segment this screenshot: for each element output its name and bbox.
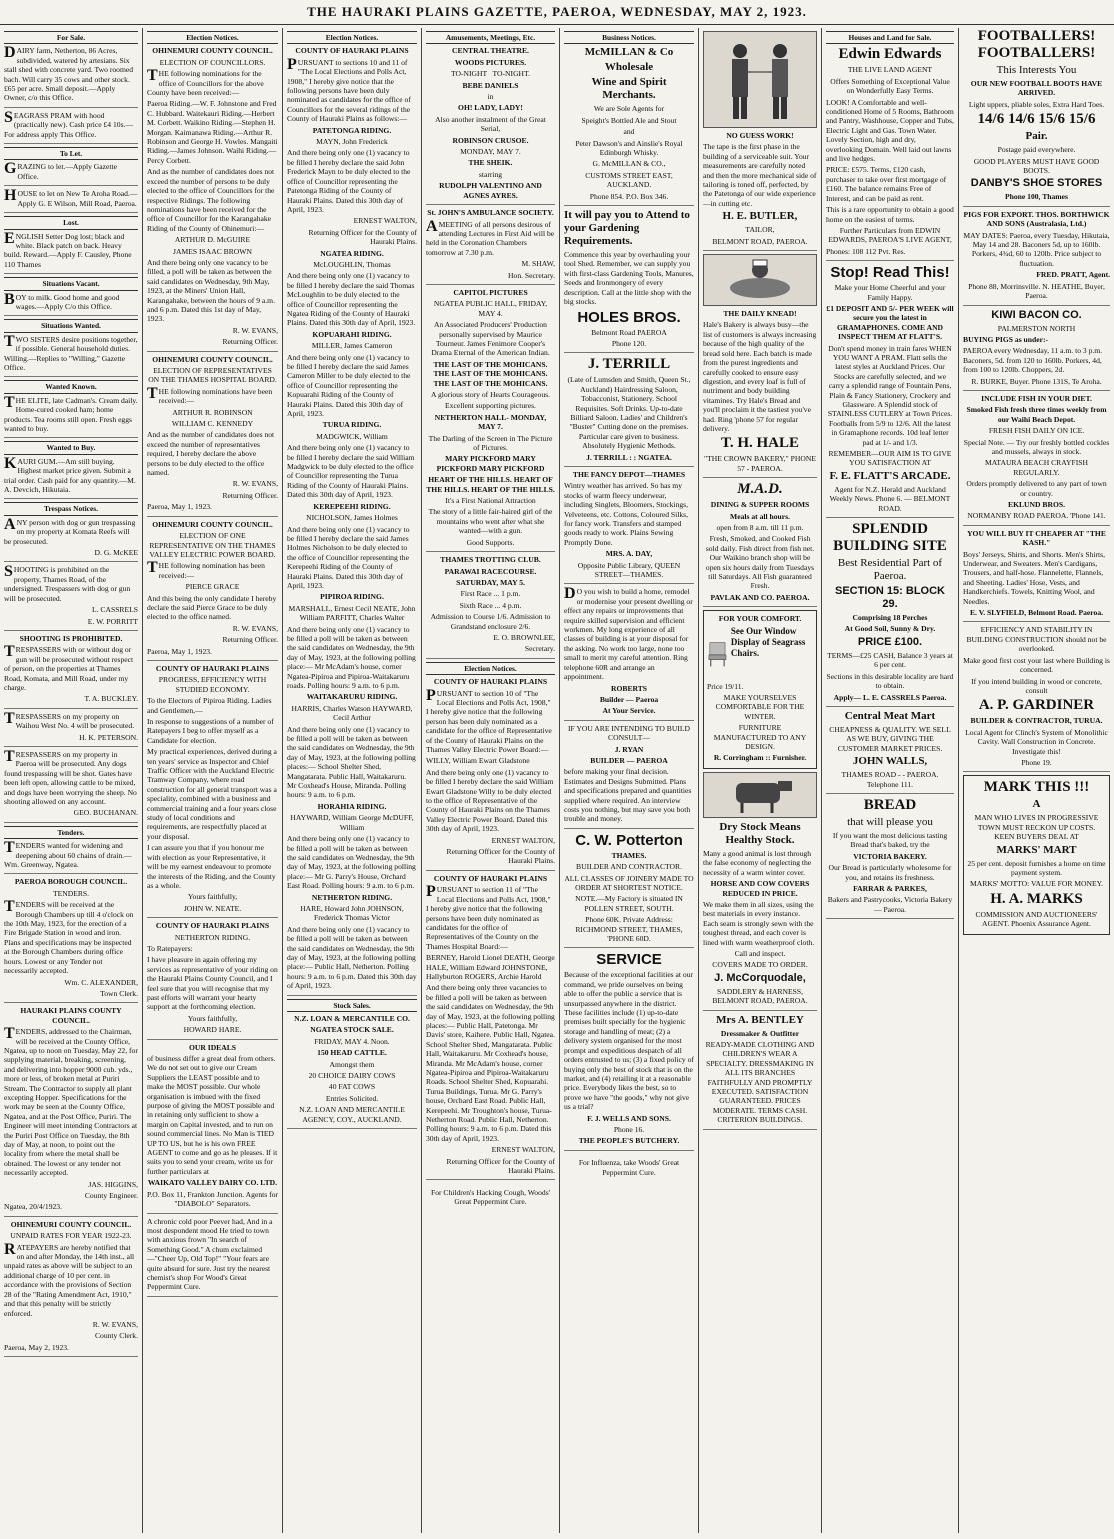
holes-bros-ad: It will pay you to Attend to your Gardening Requirements. Commence this year by overhauling your tool Shed. Remember, we can supply you with first-class Gardening Tools, Manures, Seeds and Ironmongery of every description. Call at the little shop with the big stocks. HOLES BROS. Belmont Road PAEROA Phone 120. [564, 209, 694, 353]
footer-filler: For Children's Hacking Cough, Woods' Great Peppermint Cure. [430, 1188, 551, 1207]
mad-logo: M.A.D. [737, 481, 783, 498]
cow-icon [720, 775, 800, 815]
column-shops [959, 28, 1114, 1533]
ryan-builder-ad: IF YOU ARE INTENDING TO BUILD CONSULT— J. RYAN BUILDER — PAEROA before making your final decision. Estimates and Designs Submitted. Plans and specifications prepared and quantities supplied where required. An interview costs you nothing, but may save you both trouble and money. [564, 724, 694, 829]
column-election-notices-2 [283, 28, 421, 1533]
marks-mart-ad: MARK THIS !!! A MAN WHO LIVES IN PROGRESSIVE TOWN MUST RECKON UP COSTS. KEEN BUYERS DEAL AT MARKS' MART 25 per cent. deposit furnishes a home on time payment system. MARKS' MOTTO: VALUE FOR MONEY. H. A. MARKS COMMISSION AND AUCTIONEERS' AGENT. Phoenix Assurance Agent. [963, 775, 1110, 934]
trotting-club-ad: THAMES TROTTING CLUB. PARAWAI RACECOURSE. SATURDAY, MAY 5. First Race ... 1 p.m. Sixth Race ... 4 p.m. Admission to Course 1/6. Admission to Grandstand enclosure 2/6. E. O. BROWNLEE, Secretary. [426, 555, 555, 659]
mcmillan-ad: McMILLAN & Co Wholesale Wine and Spirit Merchants. We are Sole Agents for Speight's Bottled Ale and Stout and Peter Dawson's and Ainslie's Royal Edinburgh Whisky. G. McMILLAN & CO., CUSTOMS STREET EAST, AUCKLAND. Phone 854. P.O. Box 346. [564, 46, 694, 206]
column-houses-land [822, 28, 958, 1533]
classified-ad: GRAZING to let.—Apply Gazette Office. [4, 162, 138, 186]
peppermint-verse: A chronic cold poor Peever had, And in a most despondent mood He tried to town with anxious frown "In search of Something Good." A chum exclaimed—"Cheer Up, Old Top!" "Your fears are quite absurd for sure. Just try the nearest chemist's shop For Wood's Great Peppermint Cure. [147, 1217, 278, 1297]
column-election-notices-1 [143, 28, 282, 1533]
classified-ad: KAURI GUM.—Am still buying. Highest market price given. Submit a trial order. Cash paid for any quantity.—M. A. Devcich, Hikutaia. [4, 457, 138, 500]
seagrass-chair-icon [707, 626, 728, 682]
rates-notice: OHINEMURI COUNTY COUNCIL. UNPAID RATES FOR YEAR 1922-23. RATEPAYERS are hereby notified that on and after Monday, the 14th inst., all unpaid rates as above will be subject to an additional charge of 10 per cent. in accordance with the provisions of Section 28 of the "Rating Amendment Act, 1910," and that this penalty will be strictly enforced. R. W. EVANS, County Clerk. Paeroa, May 2, 1923. [4, 1220, 138, 1357]
masthead: THE HAURAKI PLAINS GAZETTE, PAEROA, WEDNESDAY, MAY 2, 1923. [0, 0, 1114, 25]
gardiner-builder-ad: EFFICIENCY AND STABILITY IN BUILDING CONSTRUCTION should not be overlooked. Make good first cost your last where Building is concerned. If you intend building in wood or concrete, consult A. P. GARDINER BUILDER & CONTRACTOR, TURUA. Local Agent for Clinch's System of Monolithic Cavity. Wall Construction in Concrete. Investigate this! Phone 19. [963, 625, 1110, 772]
column-business-notices [560, 28, 698, 1533]
section-header: Houses and Land for Sale. [826, 31, 954, 44]
column-classifieds [0, 28, 142, 1533]
section-header: Amusements, Meetings, Etc. [426, 31, 555, 44]
tailor-figures-icon [710, 37, 810, 122]
bakery-illustration [703, 254, 817, 306]
central-meat-mart-ad: Central Meat Mart CHEAPNESS & QUALITY. WE SELL AS WE BUY, GIVING THE CUSTOMER MARKET PRICES. JOHN WALLS, THAMES ROAD - - PAEROA. Telephone 111. [826, 710, 954, 794]
cow-illustration [703, 772, 817, 818]
column-amusements [422, 28, 559, 1533]
roberts-builder-ad: DO you wish to build a home, remodel or modernise your present dwelling or effect any repairs or improvements that require skilled supervision and efficient workmen. My long experience of all classes of building is at your disposal for the asking. No work too large, none too small to merit my careful attention. Ring telephone 60R and arrange an appointment. ROBERTS Builder — Paeroa At Your Service. [564, 587, 694, 720]
section-header: Wanted to Buy. [4, 441, 138, 454]
dairy-ad: OUR IDEALS of business differ a great deal from others. We do not set out to give our Cream Suppliers the LEAST possible and to make the MOST possible. Our whole organisation is imbued with the fixed purpose of giving the MOST possible and in retaining only sufficient to show a margin on Capital invested, and to run on sound commercial lines. No Man is TIED UP TO US, but he is his own FREE AGENT to come and go as he pleases. If it suits you to send your cream, write us for further particulars at WAIKATO VALLEY DAIRY CO. LTD. P.O. Box 11, Frankton Junction. Agents for "DIABOLO" Separators. [147, 1043, 278, 1214]
fancy-depot-ad: THE FANCY DEPOT—THAMES Wintry weather has arrived. So has my stocks of warm fleecy underwear, including Singlets, Bloomers, Stockings, Velveteens, etc. Cottons, Coloured Silks, for fancy work. Transfers and stamped goods ready to work. Plains Sewing Promptly Done. MRS. A. DAY, Opposite Public Library, QUEEN STREET—THAMES. [564, 470, 694, 584]
section-header: Trespass Notices. [4, 502, 138, 515]
election-address: COUNTY OF HAURAKI PLAINS PROGRESS, EFFICIENCY WITH STUDIED ECONOMY. To the Electors of Pipiroa Riding. Ladies and Gentlemen,— In response to suggestions of a number of Ratepayers I beg to offer myself as a Candidate for election. My practical experiences, derived during a ten years' service as Inspector and Chief Traffic Officer with the Auckland Electric Tramway Company, where road construction for all general transport was a speciality, combined with a business and commercial training and a four years close study of local conditions and requirements, are respectfully placed at your disposal. I can assure you that if you honour me with election as your Representative, it will be my earnest endeavour to promote the interests of the Riding, and the County as a whole. Yours faithfully, JOHN W. NEATE. [147, 664, 278, 918]
section-header: Tenders. [4, 826, 138, 839]
trespass-notice: SHOOTING IS PROHIBITED. TRESPASSERS with or without dog or gun will be prosecuted without respect of person, on the properties at Thames Road, Komata, and Mill Road, under my charge. T. A. BUCKLEY. [4, 634, 138, 709]
section-header: Business Notices. [564, 31, 694, 44]
terrill-ad: J. TERRILL (Late of Lumsden and Smith, Queen St., Auckland) Hairdressing Saloon, Tobacconist, Stationery. School Requisites. Soft Drinks. Up-to-date Billiard Saloon. Ladies' and Children's "Buster" Cutting done on the premises. Particular care given to business. Absolutely Hygienic Methods. J. TERRILL : : NGATEA. [564, 356, 694, 467]
section-header: Election Notices. [426, 662, 555, 675]
election-notice: OHINEMURI COUNTY COUNCIL. ELECTION OF COUNCILLORS. THE following nominations for the office of Councillors for the above County have been received:— Paeroa Riding.—W. F. Johnstone and Fred C. Hubbard. Waitekauri Riding.—Herbert M. Corbett. Waikino Riding.—Stephen H. Morgan. Kaimanawa Riding.—Arthur R. Robinson and George H. Vowles. Mangaiti Riding.—James Johnson. Waihi Riding.—Percy Corbett. And as the number of candidates does not exceed the number of persons to be duly elected to the office of Councillors for the respective Ridings. The following nominations have been received for the office of Councillor for the Karangahake Riding of the County of Ohinemuri:— ARTHUR D. McGUIRE JAMES ISAAC BROWN And there being only one vacancy to be filled, a poll will be taken as between the said candidates on Wednesday, 9th May, 1923, at the Miners' Union Hall, Karangahake, between the hours of 9 a.m. and 6 p.m. Dated this 1st day of May, 1923. R. W. EVANS, Returning Officer. [147, 46, 278, 351]
eklund-fish-ad: INCLUDE FISH IN YOUR DIET. Smoked Fish fresh three times weekly from our Waihi Beach Depot. FRESH FISH DAILY ON ICE. Special Note. — Try our freshly bottled cockles and mussels, always in stock. MATAURA BEACH CRAYFISH REGULARLY. Orders promptly delivered to any part of town or country. EKLUND BROS. NORMANBY ROAD PAEROA. 'Phone 141. [963, 394, 1110, 526]
butler-tailor-ad: NO GUESS WORK! The tape is the first phase in the building of a serviceable suit. Your measurements are carefully noted and then the more mechanical side of tailoring is toned off, perfected, by the Patetonga of our wide experience—in cutting etc. H. E. BUTLER, TAILOR, BELMONT ROAD, PAEROA. [703, 131, 817, 251]
meeting-notice: St. JOHN'S AMBULANCE SOCIETY. AMEETING of all persons desirous of attending Lectures in First Aid will be held in the Coronation Chambers tomorrow at 7.30 p.m. M. SHAW, Hon. Secretary. [426, 208, 555, 285]
baker-icon [715, 258, 805, 302]
section-header: Stock Sales. [287, 999, 417, 1012]
trespass-notice: TRESPASSERS on my property on Waihou West No. 4 will be prosecuted. H. K. PETERSON. [4, 712, 138, 747]
election-notice: OHINEMURI COUNTY COUNCIL. ELECTION OF ONE REPRESENTATIVE ON THE THAMES VALLEY ELECTRIC POWER BOARD. THE following nomination has been received:— PIERCE GRACE And this being the only candidate I hereby declare the said Pierce Grace to be duly elected to the office named. R. W. EVANS, Returning Officer. Paeroa, May 1, 1923. [147, 520, 278, 661]
election-notice: COUNTY OF HAURAKI PLAINS PURSUANT to section 10 of "The Local Elections and Polls Act, 1908," I hereby give notice that the following person has been duly nominated as a candidate for the office of Representative of the County of Hauraki Plains on the Thames Valley Electric Power Board:— WILLY, William Ewart Gladstone And there being only one (1) vacancy to be filled I hereby declare the said William Ewart Gladstone Willy to be duly elected to the office of Representative of the County of Hauraki Plains on the Thames Valley Electric Power Board. Dated this 30th day of April, 1923. ERNEST WALTON, Returning Officer for the County of Hauraki Plains. [426, 677, 555, 871]
pavlak-dining-ad: M.A.D. DINING & SUPPER ROOMS Meals at all hours. open from 8 a.m. till 11 p.m. Fresh, Smoked, and Cooked Fish sold daily. Fish direct from fish net. Our Waikino branch shop will be open six hours daily from Tuesdays till Saturdays. All Fish guaranteed Fresh. PAVLAK AND CO. PAEROA. [703, 481, 817, 607]
tender-notice: HAURAKI PLAINS COUNTY COUNCIL. TENDERS, addressed to the Chairman, will be received at the County Office, Ngatea, up to noon on Tuesday, May 22, for supplying material, breaking, screening, and delivering into hopper 9000 cub. yds., more or less, of broken metal at Puriri Stream. The Contractor to supply all plant excepting Hopper. Specifications for the work may be seen at the County Office, Ngatea, and at the Post Office, Puriri. The Engineer will meet intending Contractors at the Puriri Post Office on Tuesday, the 8th day of May, at noon, to point out the locality from where the metal shall be obtained. The lowest or any tender not necessarily accepted. JAS. HIGGINS, County Engineer. Ngatea, 20/4/1923. [4, 1006, 138, 1217]
capitol-pictures-ad: CAPITOL PICTURES NGATEA PUBLIC HALL, FRIDAY, MAY 4. An Associated Producers' Production personally supervised by Maurice Tourneur. James Fenimore Cooper's Drama Eternal of the American Indian. THE LAST OF THE MOHICANS. THE LAST OF THE MOHICANS. THE LAST OF THE MOHICANS. A glorious story of Hearts Courageous. Excellent supporting pictures. NETHERTON HALL- MONDAY, MAY 7. The Darling of the Screen in The Picture of Pictures. MARY PICKFORD MARY PICKFORD MARY PICKFORD HEART OF THE HILLS. HEART OF THE HILLS. HEART OF THE HILLS. It's a First National Attraction The story of a little fair-haired girl of the mountains who went after what she wanted—with a gun. Good Supports. [426, 288, 555, 552]
building-site-ad: SPLENDID BUILDING SITE Best Residential Part of Paeroa. SECTION 15: BLOCK 29. Comprising 18 Perches At Good Soil, Sunny & Dry. PRICE £100. TERMS—£25 CASH, Balance 3 years at 6 per cent. Sections in this desirable locality are hard to obtain. Apply— L. E. CASSRELS Paeroa. [826, 521, 954, 707]
borthwick-pigs-ad: PIGS FOR EXPORT. THOS. BORTHWICK AND SONS (Australasia, Ltd.) MAY DATES: Paeroa, every Tuesday, Hikutaia, May 14 and 28. Baconers 5d, up to 160lb. Porkers, 4¾d, 60 to 120lb. Price subject to fluctuation. FRED. PRATT, Agent. Phone 88, Morrinsville. N. HEATHE, Buyer, Paeroa. [963, 210, 1110, 306]
mccorquodale-saddlery-ad: Dry Stock Means Healthy Stock. Many a good animal is lost through the false economy of neglecting the necessity of a warm winter cover. HORSE AND COW COVERS REDUCED IN PRICE. We make them in all sizes, using the best materials in every instance. Each seam is strongly sewn with the toughest thread, and each cover is lined with warm weatherproof cloth. Call and inspect. COVERS MADE TO ORDER. J. McCorquodale, SADDLERY & HARNESS, BELMONT ROAD, PAEROA. [703, 821, 817, 1011]
section-header: Election Notices. [287, 31, 417, 44]
section-header: For Sale. [4, 31, 138, 44]
wells-butchery-ad: SERVICE Because of the exceptional facilities at our command, we pride ourselves on being able to offer the public a service that is unsurpassed anywhere in the district. These facilities include (1) up-to-date premises built specially for the hygienic storage and handling of meat; (2) a delivery system organised for the most prompt and expeditious despatch of all orders entrusted to us; (3) a fixed policy of buying only the best of stock that is on the market, and (4) retailing it at a reasonable price. Everybody likes the best, so to prove we have "the goods," why not give us a trial? F. J. WELLS AND SONS. Phone 16. THE PEOPLE'S BUTCHERY. [564, 951, 694, 1150]
flatt-arcade-ad: Stop! Read This! Make your Home Cheerful and your Family Happy. £1 DEPOSIT AND 5/- PER WEEK will secure you the latest in GRAMAPHONES. COME AND INSPECT THEM AT FLATT'S. Don't spend money in train fares WHEN YOU WANT A PRAM. Flatt sells the latest styles at Auckland Prices. Our Stocks are carefully selected, and we carry a splendid range of Fountain Pens, Plain & Fancy Stationery, Crockery and Glassware. A Splendid stock of STAINLESS CUTLERY at Town Prices. Footballs from 5/9 to 12/6. All the latest in Gramaphone records. 10d leaf letter pad at 1/- and 1/3. REMEMBER—OUR AIM IS TO GIVE YOU SATISFACTION AT F. E. FLATT'S ARCADE. Agent for N.Z. Herald and Auckland Weekly News. Phone 6. — BELMONT ROAD. [826, 264, 954, 518]
section-header: Situations Wanted. [4, 319, 138, 332]
trespass-notice: TRESPASSERS on my property in Paeroa will be prosecuted. Any dogs found trespassing will be shot. Gates have been left open, allowing cattle to be mixed, and dogs have been worrying the sheep. No shooting allowed on any account. GEO. BUCHANAN. [4, 750, 138, 823]
tender-notice: TENDERS wanted for widening and deepening about 60 chains of drain.—Wm. Greenway, Ngatea. [4, 841, 138, 874]
hale-bakery-ad: THE DAILY KNEAD! Hale's Bakery is always busy—the list of customers is always increasing because of the high quality of the bread sold here. Each batch is made from the purest ingredients and carefully cooked to ensure easy digestion, and every loaf is full of nutriment and body building vitamines. Try Hale's Bread and you'll proclaim it the tastiest you've had. Ring 'phone 57 for regular delivery. T. H. HALE "THE CROWN BAKERY," PHONE 57 - PAEROA. [703, 309, 817, 478]
classified-ad: TWO SISTERS desire positions together, if possible. General household duties. Willing.—Replies to "Willing," Gazette Office. [4, 335, 138, 378]
section-header: To Let. [4, 147, 138, 160]
stock-sale: N.Z. LOAN & MERCANTILE CO. NGATEA STOCK SALE. FRIDAY, MAY 4. Noon. 150 HEAD CATTLE. Amongst them 20 CHOICE DAIRY COWS 40 FAT COWS Entries Solicited. N.Z. LOAN AND MERCANTILE AGENCY, COY., AUCKLAND. [287, 1014, 417, 1129]
kash-drapery-ad: YOU WILL BUY IT CHEAPER AT "THE KASH." Boys' Jerseys, Shirts, and Shorts. Men's Shirts, Underwear, and Sweaters. Men's Cardigans, Trousers, and half-hose. Flannelette, Flannels, and Sheeting. Ladies' Hose, Vests, and Handkerchiefs. Towels, Knitting Wool, and Needles. E. V. SLYFIELD, Belmont Road. Paeroa. [963, 529, 1110, 623]
potterton-ad: C. W. Potterton THAMES. BUILDER AND CONTRACTOR. ALL CLASSES OF JOINERY MADE TO ORDER AT SHORTEST NOTICE. NOTE.—My Factory is situated IN POLLEN STREET, SOUTH. Phone 60K. Private Address: RICHMOND STREET, THAMES, 'PHONE 60D. [564, 832, 694, 949]
victoria-bakery-ad: BREAD that will please you If you want the most delicious tasting Bread that's baked, try the VICTORIA BAKERY. Our Bread is particularly wholesome for you, and retains its freshness. FARRAR & PARKES, Bakers and Pastrycooks, Victoria Bakery — Paeroa. [826, 797, 954, 919]
section-header: Lost. [4, 216, 138, 229]
classified-ad: HOUSE to let on New Te Aroha Road.—Apply G. E Wilson, Mill Road, Paeroa. [4, 189, 138, 213]
corringham-furniture-ad: FOR YOUR COMFORT. See Our Window Display of Seagrass Chairs. Price 19/11. MAKE YOURSELVES COMFORTABLE FOR THE WINTER. FURNITURE MANUFACTURED TO ANY DESIGN. R. Corringham :: Furnisher. [703, 610, 817, 769]
classified-ad: BOY to milk. Good home and good wages.—Apply C/o this Office. [4, 293, 138, 317]
section-header: Election Notices. [147, 31, 278, 44]
classified-ad: ENGLISH Setter Dog lost; black and white. Black patch on back. Heavy build. Reward.—Apply F. Causley, Phone 110 Thames [4, 232, 138, 275]
classified-ad: SEAGRASS PRAM with hood (practically new). Cash price £4 10s.—For address apply This Office. [4, 111, 138, 144]
danby-football-ad: FOOTBALLERS! FOOTBALLERS! This Interests You OUR NEW FOOTBALL BOOTS HAVE ARRIVED. Light uppers, pliable soles, Extra Hard Toes. 14/6 14/6 15/6 15/6 Pair. Postage paid everywhere. GOOD PLAYERS MUST HAVE GOOD BOOTS. DANBY'S SHOE STORES Phone 100, Thames [963, 28, 1110, 207]
theatre-ad: CENTRAL THEATRE. WOODS PICTURES. TO-NIGHT TO-NIGHT. BEBE DANIELS in OH! LADY, LADY! Also another instalment of the Great Serial, ROBINSON CRUSOE. MONDAY, MAY 7. THE SHEIK. starring RUDOLPH VALENTINO AND AGNES AYRES. [426, 46, 555, 205]
trespass-notice: ANY person with dog or gun trespassing on my property at Komata Reefs will be prosecuted. D. G. McKEE [4, 518, 138, 563]
classified-ad: THE ELITE, late Cadman's. Cream daily. Home-cured cooked ham; home products. Tea rooms still open. Fresh eggs wanted to buy. [4, 396, 138, 439]
edwards-land-agent-ad: Edwin Edwards THE LIVE LAND AGENT Offers Something of Exceptional Value on Wonderfully Easy Terms. LOOK! A Comfortable and well-conditioned Home of 5 Rooms, Bathroom and Pantry, Washhouse, Copper and Tubs, Electric Light and Gas. Town Water. Lovely Section, high and dry, overlooking Domain. Well laid out lawns and live hedges. PRICE: £575. Terms, £120 cash, purchaser to take over first mortgage of £160. The balance remains Free of Interest, and can be paid as rent. This is a rare opportunity to obtain a good home on the easiest of terms. Further Particulars from EDWIN EDWARDS, PAEROA'S LIVE AGENT, Phones: 108 112 Pvt. Res. [826, 46, 954, 261]
column-ads-illustrated [699, 28, 821, 1533]
kiwi-bacon-ad: KIWI BACON CO. PALMERSTON NORTH BUYING PIGS as under:- PAEROA every Wednesday, 11 a.m. to 3 p.m. Baconers, 5d. from 120 to 160lb. Porkers, 4d, from 100 to 120lb. Choppers, 2d. R. BURKE, Buyer. Phone 131S, Te Aroha. [963, 309, 1110, 391]
tender-notice: PAEROA BOROUGH COUNCIL. TENDERS. TENDERS will be received at the Borough Chambers up till 4 o'clock on the 10th May, 1923, for the erection of a Fire Brigade Station in wood and iron. Plans and specifications may be inspected at the Borough Chambers during office hours. Lowest or any Tender not necessarily accepted. Wm. C. ALEXANDER, Town Clerk. [4, 877, 138, 1003]
election-notice: OHINEMURI COUNTY COUNCIL. ELECTION OF REPRESENTATIVES ON THE THAMES HOSPITAL BOARD. THE following nominations have been received:— ARTHUR R. ROBINSON WILLIAM C. KENNEDY And as the number of candidates does not exceed the number of representatives required, I hereby declare the above persons to be duly elected to the office named. R. W. EVANS, Returning Officer. Paeroa, May 1, 1923. [147, 355, 278, 517]
section-header: Wanted Known. [4, 380, 138, 393]
election-notice: COUNTY OF HAURAKI PLAINS PURSUANT to section 11 of "The Local Elections and Polls Act, 1908," I hereby give notice that the following persons have been duly nominated as candidates for the office of Representatives of the County on the Thames Hospital Board:— BERNEY, Harold Lionel DEATH, George HALE, William Edward JOHNSTONE, Hallyburton ROGERS, Archie Harold And there being only three vacancies to be filled a poll will be taken as between the said candidates on Wednesday, the 9th day of May, 1923, at the following polling places:— Public Hall, Patetonga. Mr Davis' store, Kaihere. Public Hall, Ngatea. School Shelter Shed, Mangatarata. Public Hall, Waitakaruru. Mr Coxhead's house, Miranda. Mr McAdam's house, corner Ngatea-Pipiroa and Pipiroa-Waitakaruru Roads. School Shelter Shed, Kopuarahi. Turua Buildings, Turua. Mr G. Parry's house, Orchard East Road. Public Hall, Kerepeehi. Mr Troughton's house, Turua-Netherton Road. Public Hall, Netherton. Polling hours: 9 a.m. to 6 p.m. Dated this 30th day of April, 1923. ERNEST WALTON, Returning Officer for the County of Hauraki Plains. [426, 874, 555, 1181]
footer-filler: For Influenza, take Woods' Great Peppermint Cure. [578, 1158, 680, 1177]
election-notice: COUNTY OF HAURAKI PLAINS PURSUANT to sections 10 and 11 of "The Local Elections and Polls Act, 1908," I hereby give notice that the following persons have been duly nominated as candidates for the office of Councillors for the several ridings of the County of Hauraki Plains as follows:— PATETONGA RIDING. MAYN, John Frederick And there being only one (1) vacancy to be filled I hereby declare the said John Frederick Mayn to be duly elected to the office of Councillor representing the Patetonga Riding of the County of Hauraki Plains. Dated this 30th day of April, 1923. ERNEST WALTON, Returning Officer for the County of Hauraki Plains. NGATEA RIDING. McLOUGHLIN, Thomas And there being only one (1) vacancy to be filled I hereby declare the said Thomas McLoughlin to be duly elected to the office of Councillor representing the Ngatea Riding of the County of Hauraki Plains. Dated this 30th day of April, 1923. KOPUARAHI RIDING. MILLER, James Cameron And there being only one (1) vacancy to be filled I hereby declare the said James Cameron Miller to be duly elected to the office of Councillor representing the Kopuarahi Riding of the County of Hauraki Plains. Dated this 30th day of April, 1923. TURUA RIDING. MADGWICK, William And there being only one (1) vacancy to be filled I hereby declare the said William Madgwick to be duly elected to the office of Councillor representing the Turua Riding of the County of Hauraki Plains. Dated this 30th day of April, 1923. KEREPEEHI RIDING. NICHOLSON, James Holmes And there being only one (1) vacancy to be filled I hereby declare the said James Holmes Nicholson to be duly elected to the office of Councillor representing the Kerepeehi Riding of the County of Hauraki Plains. Dated this 30th day of April, 1923. PIPIROA RIDING. MARSHALL, Ernest Cecil NEATE, John William PARFITT, Charles Walter And there being only one (1) vacancy to be filled a poll will be taken as between the said candidates on Wednesday, the 9th day of May, 1923, at the following polling place:— Mr McAdam's house, corner Ngatea-Pipiroa and Pipiroa-Waitakaruru roads. Polling hours: 9 a.m. to 6 p.m. WAITAKARURU RIDING. HARRIS, Charles Watson HAYWARD, Cecil Arthur And there being only one (1) vacancy to be filled a poll will be taken as between the said candidates on Wednesday, the 9th day of May, 1923, at the following polling places:— School Shelter Shed, Mangatarata. Public Hall, Waitakaruru. Mr Coxhead's House, Miranda. Polling hours: 9 a.m. to 6 p.m. HORAHIA RIDING. HAYWARD, William George McDUFF, William And there being only one (1) vacancy to be filled a poll will be taken as between the said candidates on Wednesday, the 9th day of May, 1923, at the following polling place:— Mr G. Parry's House, Orchard East Road. Polling hours: 9 a.m. to 6 p.m. NETHERTON RIDING. HARE, Howard John JOHNSON, Frederick Thomas Victor And there being only one (1) vacancy to be filled a poll will be taken as between the said candidates on Wednesday, the 9th day of May, 1923, at the following polling place:— Public Hall, Netherton. Polling hours: 9 a.m. to 6 p.m. Dated this 30th day of April, 1923. [287, 46, 417, 995]
election-address: COUNTY OF HAURAKI PLAINS NETHERTON RIDING. To Ratepayers: I have pleasure in again offering my services as representative of your riding on the Hauraki Plains County Council, and I feel sure that you will recognise that my past efforts will warrant your hearty support at the forthcoming election. Yours faithfully, HOWARD HARE. [147, 921, 278, 1039]
classified-ad: DAIRY farm, Netherton, 86 Acres, subdivided, watered by artesians. Six stall shed with concrete yard. Two roomed bach. Will carry 35 cows and other stock. £65 per acre. Small deposit.—Apply Owner, c/o this Office. [4, 46, 138, 107]
tailor-illustration [703, 31, 817, 128]
trespass-notice: SHOOTING is prohibited on the property, Thames Road, of the undersigned. Trespassers with dog or gun will be prosecuted. L. CASSRELS E. W. PORRITT [4, 565, 138, 630]
section-header: Situations Vacant. [4, 277, 138, 290]
bentley-dressmaker-ad: Mrs A. BENTLEY Dressmaker & Outfitter READY-MADE CLOTHING AND CHILDREN'S WEAR A SPECIALTY. DRESSMAKING IN ALL ITS BRANCHES FAITHFULLY AND PROMPTLY EXECUTED. SATISFACTION GUARANTEED. PRICES MODERATE. TERMS CASH. CRITERION BUILDINGS. [703, 1014, 817, 1130]
